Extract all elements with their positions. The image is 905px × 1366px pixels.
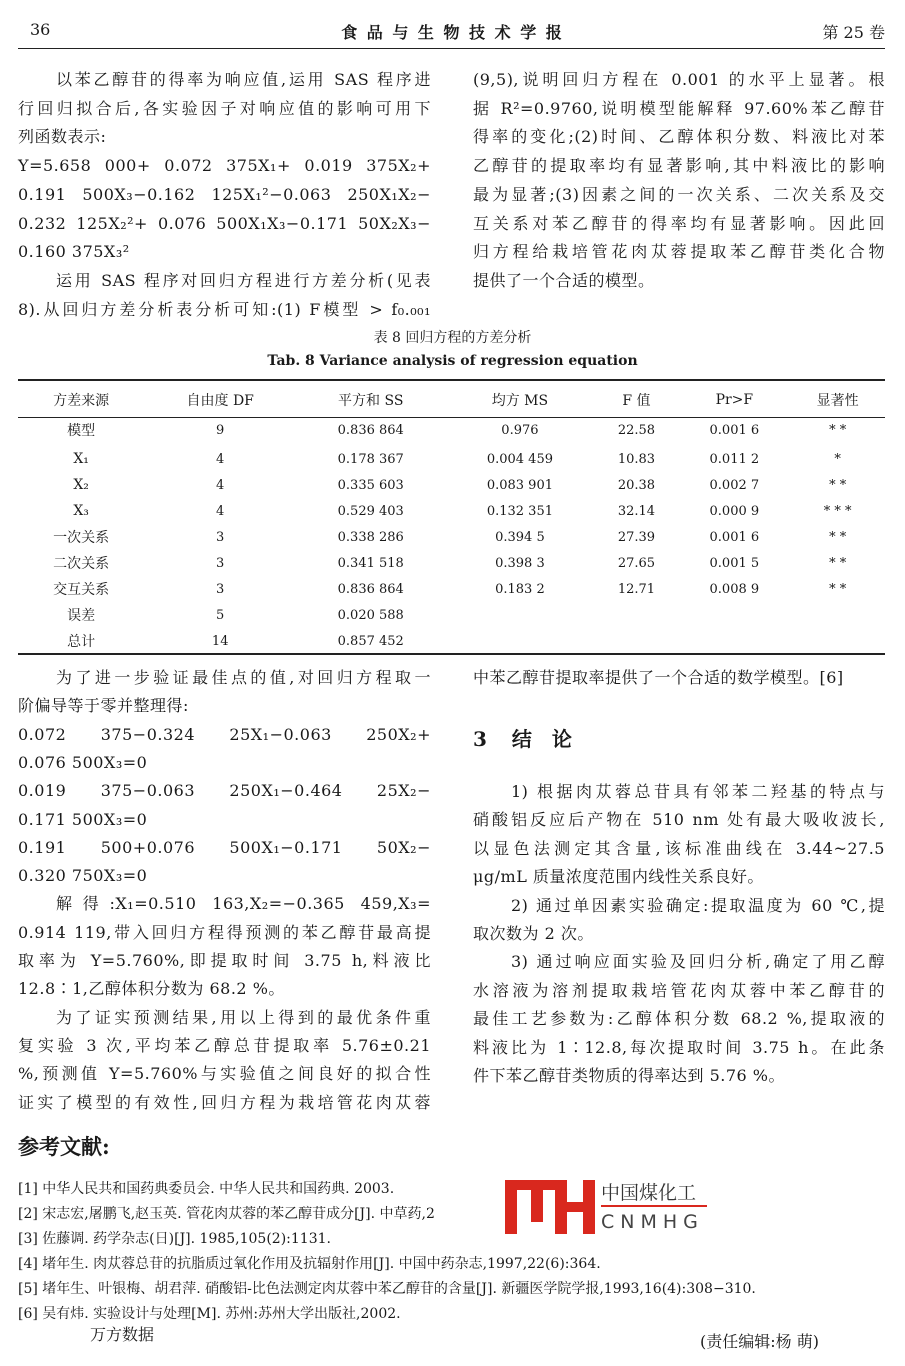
table-cell: 0.011 2 — [709, 451, 760, 467]
table-cell: 0.000 9 — [709, 503, 760, 519]
table-cell: 12.71 — [617, 581, 656, 597]
text-line: 8).从回归方差分析表分析可知:(1) F模型 > f₀.₀₀₁ — [18, 299, 431, 319]
table-cell: 0.132 351 — [486, 503, 553, 519]
text-line: 列函数表示: — [18, 127, 107, 147]
column-header: 方差来源 — [53, 393, 110, 409]
table-cell: 0.976 — [501, 422, 539, 438]
table-cell: 模型 — [67, 423, 96, 439]
column-header: F 值 — [622, 393, 651, 409]
reference-item: [2] 宋志宏,屠鹏飞,赵玉英. 管花肉苁蓉的苯乙醇苷成分[J]. 中草药,2 — [18, 1206, 435, 1222]
text-line: (9,5),说明回归方程在 0.001 的水平上显著。根 — [473, 70, 885, 89]
text-line: 0.191 500X₃−0.162 125X₁²−0.063 250X₁X₂− — [18, 184, 431, 204]
table-row — [18, 472, 885, 498]
reference-item: [4] 堵年生. 肉苁蓉总苷的抗脂质过氧化作用及抗辐射作用[J]. 中国中药杂志,1997,22(6):364. — [18, 1256, 601, 1272]
text-line: 提供了一个合适的模型。 — [473, 270, 655, 290]
table-row — [18, 576, 885, 602]
text-line: 行回归拟合后,各实验因子对响应值的影响可用下 — [18, 98, 431, 118]
table-cell: 0.002 7 — [709, 477, 760, 493]
table-cell: 5 — [216, 607, 225, 623]
table-cell: 4 — [216, 451, 225, 467]
reference-item: [3] 佐藤调. 药学杂志(日)[J]. 1985,105(2):1131. — [18, 1231, 331, 1247]
text-line: %,预测值 Y=5.760%与实验值之间良好的拟合性 — [18, 1064, 431, 1084]
column-header: 平方和 SS — [338, 393, 404, 409]
column-header: 自由度 DF — [186, 393, 254, 409]
text-line: 以苯乙醇苷的得率为响应值,运用 SAS 程序进 — [56, 70, 431, 89]
table-cell: 3 — [216, 529, 225, 545]
header-rule — [18, 48, 885, 49]
logo-text-en: CNMHG — [601, 1211, 704, 1233]
table-row — [18, 414, 885, 446]
text-line: 复实验 3 次,平均苯乙醇总苷提取率 5.76±0.21 — [18, 1035, 431, 1055]
conclusion-line: 取次数为 2 次。 — [473, 924, 594, 943]
page-number: 36 — [30, 20, 51, 39]
table-cell: X₁ — [73, 451, 89, 467]
section-title: 结 论 — [511, 727, 572, 751]
table-cell: 0.394 5 — [495, 529, 545, 545]
table-cell — [678, 602, 790, 628]
table-cell: 0.004 459 — [486, 451, 553, 467]
table-row — [18, 498, 885, 524]
table-cell — [790, 602, 885, 628]
text-line: 0.076 500X₃=0 — [18, 752, 148, 772]
table-cell: 0.020 588 — [337, 607, 404, 623]
conclusion-line: 硝酸铝反应后产物在 510 nm 处有最大吸收波长, — [473, 810, 885, 830]
text-line: 0.320 750X₃=0 — [18, 866, 148, 886]
text-line: 0.072 375−0.324 25X₁−0.063 250X₂+ — [18, 724, 431, 744]
conclusion-line: μg/mL 质量浓度范围内线性关系良好。 — [473, 867, 764, 887]
watermark-logo — [505, 1176, 715, 1240]
table-cell: 误差 — [67, 608, 96, 624]
table-header-row — [18, 386, 885, 414]
table-cell: 0.001 5 — [709, 555, 760, 571]
text-line: 0.160 375X₃² — [18, 242, 130, 262]
volume: 第 25 卷 — [822, 23, 885, 42]
column-header: 显著性 — [816, 393, 859, 409]
table-cell: 0.836 864 — [337, 581, 404, 597]
conclusion-line: 最佳工艺参数为:乙醇体积分数 68.2 %,提取液的 — [473, 1009, 885, 1029]
table-cell: 一次关系 — [53, 530, 110, 546]
table-cell — [595, 628, 679, 654]
table-cell: 4 — [216, 477, 225, 493]
table-row — [18, 446, 885, 472]
text-line: 0.191 500+0.076 500X₁−0.171 50X₂− — [18, 837, 431, 857]
conclusion-line: 2) 通过单因素实验确定:提取温度为 60 ℃,提 — [511, 895, 885, 915]
conclusion-line: 1) 根据肉苁蓉总苷具有邻苯二羟基的特点与 — [511, 782, 885, 801]
table-cell: 3 — [216, 555, 225, 571]
table-cell: 27.65 — [617, 555, 656, 571]
text-line: 互关系对苯乙醇苷的得率均有显著影响。因此回 — [473, 213, 885, 233]
text-line: 0.232 125X₂²+ 0.076 500X₁X₃−0.171 50X₂X₃− — [18, 213, 431, 233]
table-cell: 3 — [216, 581, 225, 597]
table-cell: * * — [829, 581, 847, 597]
text-line: 0.914 119,带入回归方程得预测的苯乙醇苷最高提 — [18, 922, 431, 942]
table-cell: * * — [829, 477, 847, 493]
text-line: 为了进一步验证最佳点的值,对回归方程取一 — [56, 668, 431, 687]
table-row — [18, 628, 885, 654]
text-line: 12.8∶1,乙醇体积分数为 68.2 %。 — [18, 979, 285, 999]
table-cell: * * — [829, 529, 847, 545]
text-line: 归方程给栽培管花肉苁蓉提取苯乙醇苷类化合物 — [473, 242, 885, 262]
text-line: 0.019 375−0.063 250X₁−0.464 25X₂− — [18, 781, 431, 801]
table-cell: * — [834, 451, 841, 467]
table-cell: X₂ — [73, 477, 89, 493]
table-cell: 0.341 518 — [337, 555, 404, 571]
logo-text-cn: 中国煤化工 — [601, 1182, 697, 1204]
table-cell: 总计 — [67, 634, 96, 650]
text-line: 0.171 500X₃=0 — [18, 809, 148, 829]
text-line: 运用 SAS 程序对回归方程进行方差分析(见表 — [56, 270, 431, 290]
table-cell: 27.39 — [617, 529, 656, 545]
table-cell: 0.398 3 — [495, 555, 545, 571]
text-line: 取率为 Y=5.760%,即提取时间 3.75 h,料液比 — [18, 951, 431, 970]
text-line: 乙醇苷的提取率均有显著影响,其中料液比的影响 — [473, 156, 885, 176]
reference-item: [5] 堵年生、叶银梅、胡君萍. 硝酸铝-比色法测定肉苁蓉中苯乙醇苷的含量[J]. 新疆医学院学报,1993,16(4):308−310. — [18, 1281, 756, 1297]
text-line: Y=5.658 000+ 0.072 375X₁+ 0.019 375X₂+ — [18, 156, 431, 176]
table-cell: 0.338 286 — [337, 529, 404, 545]
text-line: 阶偏导等于零并整理得: — [18, 696, 189, 716]
editor-note: (责任编辑:杨 萌) — [700, 1332, 819, 1351]
source-watermark: 万方数据 — [90, 1325, 155, 1344]
table-cell: 14 — [211, 633, 229, 649]
table-cell — [595, 602, 679, 628]
table-cell — [678, 628, 790, 654]
table-cell: 二次关系 — [53, 556, 110, 572]
table-row — [18, 550, 885, 576]
table-row — [18, 524, 885, 550]
table-cell: 0.183 2 — [495, 581, 545, 597]
conclusion-line: 件下苯乙醇苷类物质的得率达到 5.76 %。 — [473, 1066, 786, 1085]
table-cell: 0.178 367 — [337, 451, 404, 467]
conclusion-line: 水溶液为溶剂提取栽培管花肉苁蓉中苯乙醇苷的 — [473, 980, 885, 1000]
table-caption-en: Tab. 8 Variance analysis of regression equation — [267, 353, 638, 369]
reference-item: [1] 中华人民共和国药典委员会. 中华人民共和国药典. 2003. — [18, 1181, 395, 1197]
table-cell: 0.008 9 — [709, 581, 760, 597]
text-line: 解得:X₁=0.510 163,X₂=−0.365 459,X₃= — [56, 894, 431, 914]
table-cell — [445, 628, 594, 654]
table-caption-cn: 表 8 回归方程的方差分析 — [373, 330, 532, 346]
table-cell: 交互关系 — [53, 582, 110, 598]
column-header: 均方 MS — [491, 393, 549, 409]
section-heading — [473, 723, 572, 752]
journal-title: 食 品 与 生 物 技 术 学 报 — [341, 23, 564, 42]
conclusion-line: 料液比为 1∶12.8,每次提取时间 3.75 h。在此条 — [473, 1037, 885, 1057]
text-line: 最为显著;(3)因素之间的一次关系、二次关系及交 — [473, 184, 885, 204]
text-line: 据 R²=0.9760,说明模型能解释 97.60%苯乙醇苷 — [473, 98, 885, 118]
table-cell: * * — [829, 422, 847, 438]
table-cell — [790, 628, 885, 654]
table-cell: 0.857 452 — [337, 633, 404, 649]
table-cell: 0.836 864 — [337, 422, 404, 438]
table-cell: 0.083 901 — [486, 477, 553, 493]
table-cell: 10.83 — [617, 451, 656, 467]
table-cell: * * — [829, 555, 847, 571]
table-cell: X₃ — [73, 503, 89, 519]
text-line: 为了证实预测结果,用以上得到的最优条件重 — [56, 1007, 431, 1027]
variance-table — [18, 386, 885, 654]
column-header: Pr>F — [715, 392, 754, 408]
text-line: 中苯乙醇苷提取率提供了一个合适的数学模型。[6] — [473, 668, 844, 687]
conclusion-line: 以显色法测定其含量,该标准曲线在 3.44~27.5 — [473, 838, 885, 858]
section-number: 3 — [473, 727, 487, 751]
table-cell: 0.001 6 — [709, 422, 760, 438]
table-top-rule — [18, 379, 885, 381]
text-line: 证实了模型的有效性,回归方程为栽培管花肉苁蓉 — [18, 1092, 431, 1112]
table-cell: 9 — [216, 422, 225, 438]
reference-item: [6] 吴有炜. 实验设计与处理[M]. 苏州:苏州大学出版社,2002. — [18, 1306, 401, 1322]
references-heading: 参考文献: — [18, 1134, 110, 1159]
table-cell: 4 — [216, 503, 225, 519]
table-cell: 0.001 6 — [709, 529, 760, 545]
table-cell — [445, 602, 594, 628]
conclusion-line: 3) 通过响应面实验及回归分析,确定了用乙醇 — [511, 952, 885, 972]
table-cell: 20.38 — [617, 477, 656, 493]
table-cell: 22.58 — [617, 422, 656, 438]
table-row — [18, 602, 885, 628]
table-cell: 32.14 — [617, 503, 656, 519]
table-cell: 0.335 603 — [337, 477, 404, 493]
table-cell: * * * — [823, 503, 852, 519]
text-line: 得率的变化;(2)时间、乙醇体积分数、料液比对苯 — [473, 127, 885, 147]
table-cell: 0.529 403 — [337, 503, 404, 519]
